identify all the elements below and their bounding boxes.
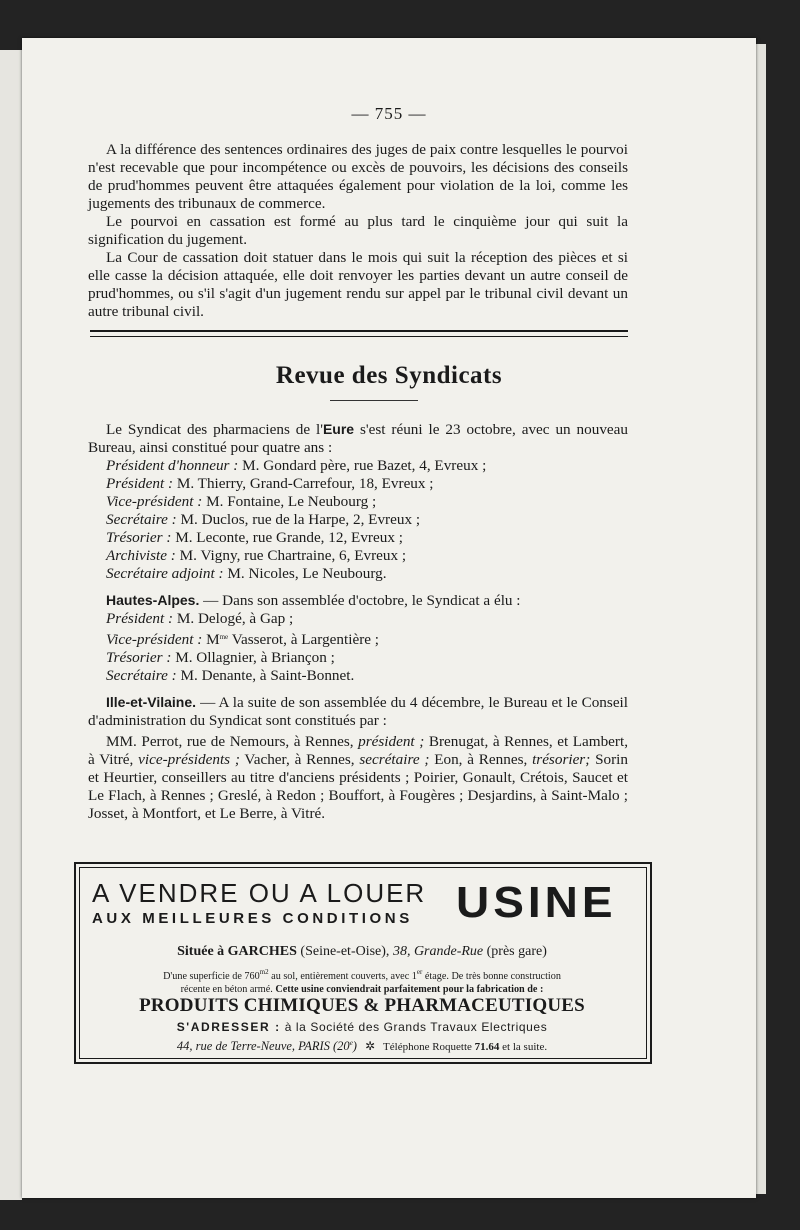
ad-description [76, 966, 648, 996]
intro-text [88, 141, 628, 321]
ille-et-vilaine-members [88, 733, 628, 823]
ad-adresser: S'ADRESSER : [176, 1020, 281, 1034]
member-name: M. Gondard père, rue Bazet, 4, Evreux ; [238, 457, 487, 474]
member-name: M. Delogé, à Gap ; [173, 610, 294, 627]
eure-member [88, 547, 628, 565]
member-role: Vice-président : [106, 493, 203, 510]
ad-subheadline: AUX MEILLEURES CONDITIONS [92, 910, 413, 927]
hautes-alpes-member [88, 610, 628, 628]
ad-commune: (Seine-et-Oise), [296, 944, 393, 959]
hautes-alpes-member [88, 649, 628, 667]
intro-paragraph: La Cour de cassation doit statuer dans le mois qui suit la réception des pièces et si elle casse la décision attaquée, elle doit renvoyer les parties devant un autre conseil de prud'hommes, ou s'il s'agit d'un jugement rendu sur appel par le tribunal civil devant un autre tribunal civil. [88, 249, 628, 320]
eure-member [88, 475, 628, 493]
members-text: Brenugat, à Rennes, et Lambert, à Vitré, [88, 733, 628, 768]
members-text: Eon, à Rennes, [429, 751, 533, 768]
member-name: M. Fontaine, Le Neubourg ; [202, 493, 377, 510]
ad-construction: récente en béton armé. [180, 984, 276, 995]
intro-paragraph: A la différence des sentences ordinaires des juges de paix contre lesquelles le pourvoi n'est recevable que pour incompétence ou excès de pouvoirs, les décisions des conseils de prud'hommes peuvent être attaquées également pour violation de la loi, comme les jugements des tribunaux de commerce. [88, 141, 628, 212]
ad-company: à la Société des Grands Travaux Electriques [280, 1020, 548, 1034]
ad-surface-line [76, 966, 648, 983]
ad-street [177, 1039, 357, 1053]
member-title-sup: me [219, 633, 229, 641]
member-name: M. Nicoles, Le Neubourg. [223, 565, 387, 582]
member-role: trésorier; [532, 751, 591, 768]
ad-surface-post: étage. De très bonne construction [422, 971, 561, 982]
member-role: Trésorier : [106, 529, 172, 546]
members-text: Vacher, à Rennes, [239, 751, 360, 768]
member-name: M. Duclos, rue de la Harpe, 2, Evreux ; [176, 511, 421, 528]
eure-member [88, 529, 628, 547]
member-role: Vice-président : [106, 631, 203, 648]
member-role: Trésorier : [106, 649, 172, 666]
eure-department: Eure [322, 421, 355, 437]
hautes-alpes-member [88, 667, 628, 685]
eure-member [88, 457, 628, 475]
hautes-alpes-intro [88, 591, 628, 610]
left-page-edge [0, 50, 22, 1200]
members-text: MM. Perrot, rue de Nemours, à Rennes, [106, 733, 359, 750]
ad-usine-title: USINE [456, 876, 617, 927]
member-role: secrétaire ; [359, 751, 430, 768]
member-role: Président d'honneur : [106, 457, 239, 474]
member-role: Président : [106, 610, 174, 627]
ad-location [76, 944, 648, 960]
ille-et-vilaine-department: Ille-et-Vilaine. [106, 694, 196, 710]
ad-products: PRODUITS CHIMIQUES & PHARMACEUTIQUES [139, 995, 585, 1016]
hautes-alpes-intro-text: — Dans son assemblée d'octobre, le Syndicat a élu : [199, 592, 521, 609]
ad-street-text: 44, rue de Terre-Neuve, PARIS (20 [176, 1039, 350, 1053]
section-divider-bottom [90, 336, 628, 337]
member-role: président ; [358, 733, 425, 750]
intro-paragraph: Le pourvoi en cassation est formé au plus tard le cinquième jour qui suit la signification du jugement. [88, 213, 628, 248]
ad-street-phone [76, 1039, 648, 1054]
member-role: Secrétaire adjoint : [106, 565, 224, 582]
ad-address-end: (près gare) [483, 944, 547, 959]
ad-headline: A VENDRE OU A LOUER [92, 878, 427, 908]
member-name: M. Thierry, Grand-Carrefour, 18, Evreux ; [173, 475, 434, 492]
member-name: Vasserot, à Largentière ; [228, 631, 380, 648]
star-icon: ✲ [364, 1039, 376, 1053]
ad-contact [76, 1020, 648, 1034]
ad-situee: Située à GARCHES [177, 944, 297, 959]
section-title: Revue des Syndicats [275, 362, 503, 389]
ad-address: 38, Grande-Rue [392, 944, 484, 959]
member-role: Archiviste : [106, 547, 176, 564]
document-page [22, 38, 756, 1198]
syndicats-text [88, 420, 628, 823]
page-number: — 755 — [351, 104, 427, 123]
title-underline [330, 400, 418, 401]
eure-intro-pre: Le Syndicat des pharmaciens de l' [106, 421, 323, 438]
ad-phone-label: Téléphone Roquette [383, 1041, 475, 1053]
eure-intro-post: s'est réuni le 23 octobre, avec un nouveau Bureau, ainsi constitué pour quatre ans : [88, 421, 628, 456]
usine-advertisement [74, 862, 652, 1064]
ad-street-close: ) [352, 1039, 357, 1053]
ad-suitability: Cette usine conviendrait parfaitement pour la fabrication de : [275, 984, 544, 995]
member-title: M [202, 631, 220, 648]
member-role: Président : [106, 475, 174, 492]
ad-surface-mid: au sol, entièrement couverts, avec 1 [268, 971, 417, 982]
member-name: M. Vigny, rue Chartraine, 6, Evreux ; [175, 547, 407, 564]
member-name: M. Denante, à Saint-Bonnet. [176, 667, 355, 684]
member-name: M. Leconte, rue Grande, 12, Evreux ; [171, 529, 403, 546]
ille-et-vilaine-intro [88, 693, 628, 730]
section-divider-top [90, 330, 628, 332]
ad-phone [383, 1041, 547, 1053]
eure-member [88, 493, 628, 511]
spacer [88, 685, 628, 693]
ad-street-sup: e [349, 1039, 353, 1047]
ad-floor-sup: er [416, 968, 423, 976]
ad-phone-number: 71.64 [474, 1041, 500, 1053]
eure-intro [88, 420, 628, 457]
ad-surface: D'une superficie de 760 [163, 971, 260, 982]
spacer [88, 583, 628, 591]
eure-member [88, 565, 628, 583]
ad-phone-post: et la suite. [499, 1041, 548, 1053]
ille-et-vilaine-intro-text: — A la suite de son assemblée du 4 décembre, le Bureau et le Conseil d'administration du Syndicat sont constitués par : [88, 694, 628, 729]
member-role: vice-présidents ; [138, 751, 240, 768]
member-role: Secrétaire : [106, 511, 177, 528]
member-name: M. Ollagnier, à Briançon ; [171, 649, 335, 666]
member-role: Secrétaire : [106, 667, 177, 684]
ad-surface-unit: m2 [259, 968, 269, 976]
eure-member [88, 511, 628, 529]
right-page-edge [756, 44, 766, 1194]
members-text: Sorin et Heurtier, conseillers au titre d'anciens présidents ; Poirier, Gonault, Crétois, Saucet et Le Flach, à Rennes ; Greslé, à Redon ; Bouffort, à Fougères ; Desjardins, à Saint-Malo ; Josset, à Montfort, et Le Berre, à Vitré. [88, 751, 628, 822]
hautes-alpes-department: Hautes-Alpes. [106, 592, 200, 608]
hautes-alpes-member [88, 628, 628, 649]
